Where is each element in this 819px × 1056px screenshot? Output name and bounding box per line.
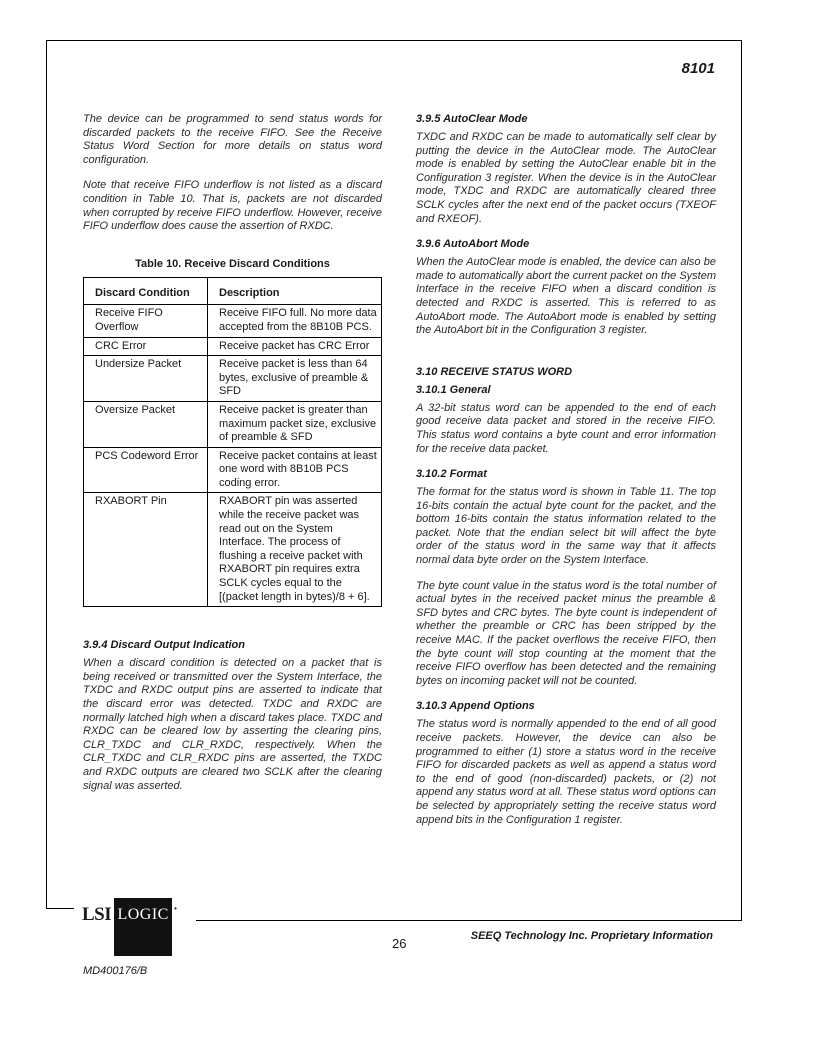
table-row xyxy=(84,356,382,402)
table-row xyxy=(84,305,382,337)
discard-condition-cell: PCS Codeword Error xyxy=(84,447,208,493)
table-header-row xyxy=(84,277,382,305)
table-row xyxy=(84,337,382,356)
page-frame-top xyxy=(46,40,742,41)
paragraph-autoabort: When the AutoClear mode is enabled, the device can also be made to automatically abort the current packet on the System Interface in the receive FIFO when a discard condition is detected and RXDC is asserted. This is referred to as AutoAbort mode. The AutoAbort mode is enabled by setting the AutoAbort bit in the Configuration 3 register. xyxy=(416,256,716,337)
page-frame-bottom-right xyxy=(196,920,742,921)
column-header: Description xyxy=(208,277,382,305)
page-frame-right xyxy=(741,40,742,920)
document-code: MD400176/B xyxy=(83,965,148,977)
paragraph-underflow-note: Note that receive FIFO underflow is not listed as a discard condition in Table 10. That is, packets are not discarded when corrupted by receive FIFO underflow. However, receive FIFO underflow does cause the assertion of RXDC. xyxy=(83,179,382,233)
logo-mark: • xyxy=(174,904,177,913)
page-frame-left xyxy=(46,40,47,908)
section-heading-3-9-5: 3.9.5 AutoClear Mode xyxy=(416,113,528,125)
paragraph-format: The format for the status word is shown in Table 11. The top 16-bits contain the actual byte count for the packet, and the bottom 16-bits contain the status information related to the packet. Note that the endian select bit will affect the byte order of the status word in the same way that it affects normal data byte order on the System Interface. xyxy=(416,486,716,567)
proprietary-notice: SEEQ Technology Inc. Proprietary Information xyxy=(470,930,713,942)
document-number: 8101 xyxy=(681,60,715,77)
paragraph-autoclear: TXDC and RXDC can be made to automatically self clear by putting the device in the AutoClear mode. The AutoClear mode is enabled by setting the AutoClear enable bit in the Configuration 3 register. When the device is in the AutoClear mode, TXDC and RXDC are automatically cleared three SCLK cycles after the next end of the packet occurs (TXEOF and RXEOF). xyxy=(416,131,716,225)
paragraph-general: A 32-bit status word can be appended to the end of each good receive data packet and stored in the receive FIFO. This status word contains a byte count and error information for the receive data packet. xyxy=(416,401,716,455)
table-caption: Table 10. Receive Discard Conditions xyxy=(135,257,330,270)
lsi-logic-logo xyxy=(82,898,177,956)
description-cell: RXABORT pin was asserted while the receive packet was read out on the System Interface. The process of flushing a receive packet with RXABORT pin requires extra SCLK cycles equal to the [(packet length in bytes)/8 + 6]. xyxy=(208,493,382,607)
section-heading-3-10: 3.10 RECEIVE STATUS WORD xyxy=(416,365,573,378)
description-cell: Receive packet is less than 64 bytes, exclusive of preamble & SFD xyxy=(208,356,382,402)
description-cell: Receive packet has CRC Error xyxy=(208,337,382,356)
section-heading-3-10-1: 3.10.1 General xyxy=(416,383,491,396)
discard-conditions-table xyxy=(83,277,382,607)
paragraph-status-words: The device can be programmed to send status words for discarded packets to the receive FIFO. See the Receive Status Word Section for more details on status word configuration. xyxy=(83,113,382,166)
table-row xyxy=(84,401,382,447)
logo-lsi-text: LSI xyxy=(82,904,112,925)
description-cell: Receive packet contains at least one word with 8B10B PCS coding error. xyxy=(208,447,382,493)
discard-condition-cell: Receive FIFO Overflow xyxy=(84,305,208,337)
left-column xyxy=(83,113,382,805)
paragraph-byte-count: The byte count value in the status word is the total number of actual bytes in the received packet minus the preamble & SFD bytes and CRC bytes. The byte count is independent of whether the preamble or CRC has been stripped by the receive MAC. If the packet overflows the receive FIFO, then the byte count will stop counting at the moment that the receive FIFO overflow has been detected and the remaining bytes on incoming packet will not be counted. xyxy=(416,579,716,687)
page-number: 26 xyxy=(392,936,407,951)
paragraph-discard-output: When a discard condition is detected on a packet that is being received or transmitted over the System Interface, the TXDC and RXDC output pins are asserted to indicate that the discard error was detected. TXDC and RXDC are normally latched high when a discard takes place. TXDC and RXDC can be cleared low by asserting the clearing pins, CLR_TXDC and CLR_RXDC, respectively. When the CLR_TXDC and CLR_RXDC pins are asserted, the TXDC and RXDC outputs are cleared two SCLK after the clearing signal was asserted. xyxy=(83,657,382,792)
description-cell: Receive FIFO full. No more data accepted from the 8B10B PCS. xyxy=(208,305,382,337)
right-column xyxy=(416,113,716,839)
column-header: Discard Condition xyxy=(84,277,208,305)
discard-condition-cell: RXABORT Pin xyxy=(84,493,208,607)
paragraph-append-options: The status word is normally appended to the end of all good receive packets. However, the device can also be programmed to either (1) store a status word in the receive FIFO for discarded packets as well as append a status word to the end of good (non-discarded) packets, or (2) not append any status word at all. These status word options can be selected by appropriately setting the receive status word append bits in the Configuration 1 register. xyxy=(416,718,716,826)
section-heading-3-9-6: 3.9.6 AutoAbort Mode xyxy=(416,238,530,251)
discard-condition-cell: Oversize Packet xyxy=(84,401,208,447)
table-row xyxy=(84,447,382,493)
discard-condition-cell: CRC Error xyxy=(84,337,208,356)
page-frame-bottom-left xyxy=(46,908,74,909)
section-heading-3-9-4: 3.9.4 Discard Output Indication xyxy=(83,639,245,652)
section-heading-3-10-3: 3.10.3 Append Options xyxy=(416,700,535,713)
description-cell: Receive packet is greater than maximum packet size, exclusive of preamble & SFD xyxy=(208,401,382,447)
section-heading-3-10-2: 3.10.2 Format xyxy=(416,468,487,481)
logo-logic-box: LOGIC xyxy=(114,898,172,956)
discard-condition-cell: Undersize Packet xyxy=(84,356,208,402)
table-row xyxy=(84,493,382,607)
